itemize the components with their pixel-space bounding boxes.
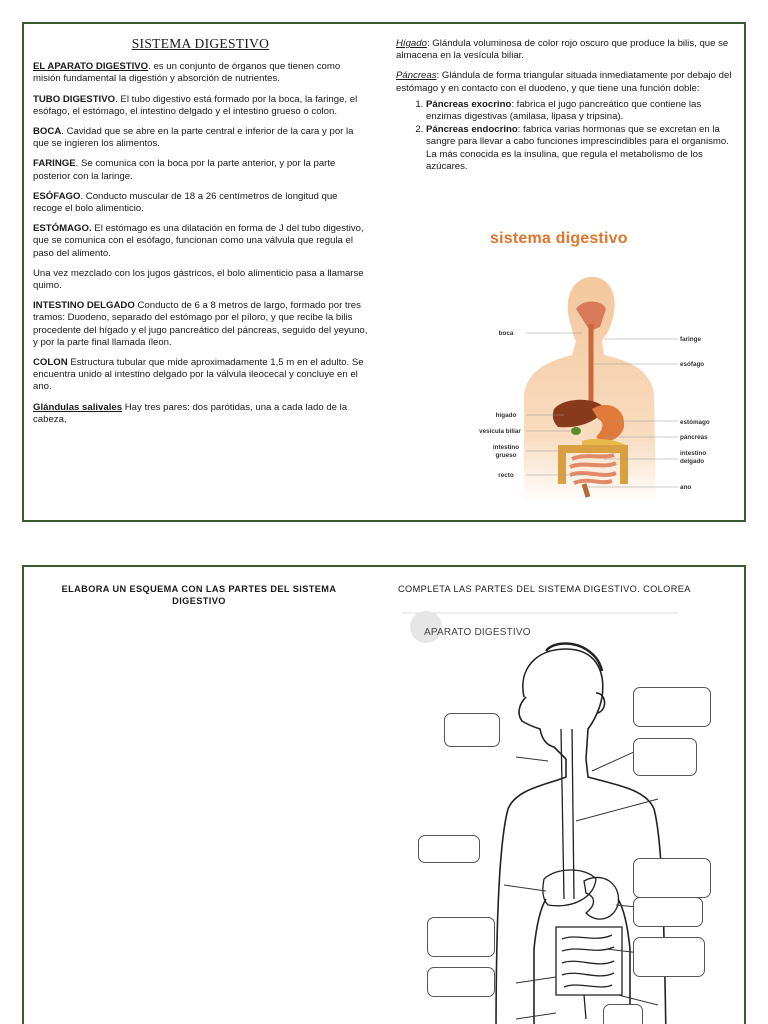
higado-term: Hígado xyxy=(396,38,427,49)
label-vesicula: vesícula biliar xyxy=(479,428,521,435)
glandulas-term: Glándulas salivales xyxy=(33,401,123,413)
section-term: COLON xyxy=(33,357,68,369)
answer-box[interactable] xyxy=(633,897,703,927)
answer-box[interactable] xyxy=(633,738,697,776)
label-higado: hígado xyxy=(495,412,517,419)
answer-box[interactable] xyxy=(633,937,705,977)
page-title: SISTEMA DIGESTIVO xyxy=(131,36,270,51)
list-text: : fabrica el jugo pancreático que contiene las enzimas digestivas (amilasa, lipasa y tripsina). xyxy=(426,98,702,123)
complete-heading: COMPLETA LAS PARTES DEL SISTEMA DIGESTIVO. COLOREA xyxy=(398,584,691,594)
section-text: Una vez mezclado con los jugos gástricos, el bolo alimenticio pasa a llamarse quimo. xyxy=(33,267,364,292)
list-item xyxy=(426,99,734,123)
section-paragraph xyxy=(33,223,368,260)
label-pancreas: páncreas xyxy=(680,434,708,441)
section-term: INTESTINO DELGADO xyxy=(33,300,135,312)
figure-title: sistema digestivo xyxy=(490,230,628,247)
section-paragraph xyxy=(33,191,368,215)
section-text: El estómago es una dilatación en forma de J del tubo digestivo, que se comunica con el esófago, funcionan como una válvula que regula el paso del alimento. xyxy=(33,223,364,259)
label-boca: boca xyxy=(498,330,514,337)
answer-box[interactable] xyxy=(427,917,495,957)
section-text: . Se comunica con la boca por la parte anterior, y por la parte posterior con la laringe. xyxy=(33,158,336,182)
section-text: Conducto de 6 a 8 metros de largo, formado por tres tramos: Duodeno, separado del estómago por el píloro, y que recibe la bilis procedente del hígado y el jugo pancreático del páncreas, seguido del yeyuno, y por la parte final llamada íleon. xyxy=(33,300,368,348)
worksheet-panel xyxy=(22,565,746,1024)
label-estomago: estómago xyxy=(680,419,710,426)
digestive-system-figure xyxy=(454,269,744,504)
label-recto: recto xyxy=(498,472,514,479)
higado-paragraph xyxy=(396,38,734,62)
text-column-right xyxy=(396,38,734,174)
answer-box[interactable] xyxy=(633,858,711,898)
label-esofago: esófago xyxy=(680,361,705,368)
label-intestino-delgado-2: delgado xyxy=(680,458,705,465)
section-paragraph xyxy=(33,158,368,182)
section-paragraph xyxy=(33,94,368,118)
info-panel xyxy=(22,22,746,522)
section-term: ESÓFAGO xyxy=(33,190,81,202)
label-intestino-delgado-1: intestino xyxy=(680,450,707,457)
organ-outlines xyxy=(543,729,622,1019)
list-text: : fabrica varias hormonas que se excretan en la sangre para llevar a cabo funciones imprescindibles para el organismo. La más conocida es la insulina, que regula el metabolismo de los azúcares. xyxy=(426,124,729,172)
text-column-left xyxy=(33,38,368,434)
answer-box[interactable] xyxy=(444,713,500,747)
pancreas-list xyxy=(396,99,734,173)
section-term: TUBO DIGESTIVO xyxy=(33,93,116,105)
label-intestino-grueso-2: grueso xyxy=(495,452,517,459)
answer-box[interactable] xyxy=(427,967,495,997)
list-item xyxy=(426,124,734,173)
section-paragraph xyxy=(33,268,368,292)
section-text: . Cavidad que se abre en la parte central e inferior de la cara y por la que se ingieren los alimentos. xyxy=(33,126,354,150)
gallbladder-shape xyxy=(571,427,581,435)
pancreas-term: Páncreas xyxy=(396,70,437,82)
intro-text: . es un conjunto de órganos que tienen como misión fundamental la digestión y absorción de nutrientes. xyxy=(33,61,341,85)
section-paragraph xyxy=(33,357,368,394)
section-term: ESTÓMAGO. xyxy=(33,223,92,235)
section-text: . Conducto muscular de 18 a 26 centímetros de longitud que recoge el bolo alimenticio. xyxy=(33,190,338,215)
section-term: FARINGE xyxy=(33,158,76,170)
section-text: . El tubo digestivo está formado por la boca, la faringe, el esófago, el estómago, el intestino delgado y el intestino grueso o colon. xyxy=(33,93,358,117)
diagram-title: APARATO DIGESTIVO xyxy=(424,627,531,638)
section-term: BOCA xyxy=(33,126,62,138)
intro-term: EL APARATO DIGESTIVO xyxy=(33,61,149,73)
intro-paragraph xyxy=(33,61,368,85)
list-term: Páncreas exocrino xyxy=(426,98,512,110)
answer-box[interactable] xyxy=(633,687,711,727)
label-intestino-grueso-1: intestino xyxy=(492,444,520,451)
pancreas-paragraph xyxy=(396,70,734,94)
answer-box[interactable] xyxy=(603,1004,643,1024)
pancreas-text: : Glándula de forma triangular situada inmediatamente por debajo del estómago y en contacto con el duodeno, y que tiene una función doble: xyxy=(396,70,732,94)
label-faringe: faringe xyxy=(680,336,701,343)
section-paragraph xyxy=(33,126,368,150)
glandulas-text: Hay tres pares: dos parótidas, una a cada lado de la cabeza, xyxy=(33,401,348,425)
label-ano: ano xyxy=(680,484,692,491)
scheme-heading: ELABORA UN ESQUEMA CON LAS PARTES DEL SISTEMA DIGESTIVO xyxy=(61,584,337,606)
list-term: Páncreas endocrino xyxy=(426,124,518,136)
answer-box[interactable] xyxy=(418,835,480,863)
section-text: Estructura tubular que mide aproximadamente 1,5 m en el adulto. Se encuentra unido al intestino delgado por la válvula ileocecal y concluye en el ano. xyxy=(33,357,364,393)
section-paragraph xyxy=(33,300,368,349)
higado-text: : Glándula voluminosa de color rojo oscuro que produce la bilis, que se almacena en la vesícula biliar. xyxy=(396,38,729,62)
glandulas-paragraph xyxy=(33,402,368,426)
